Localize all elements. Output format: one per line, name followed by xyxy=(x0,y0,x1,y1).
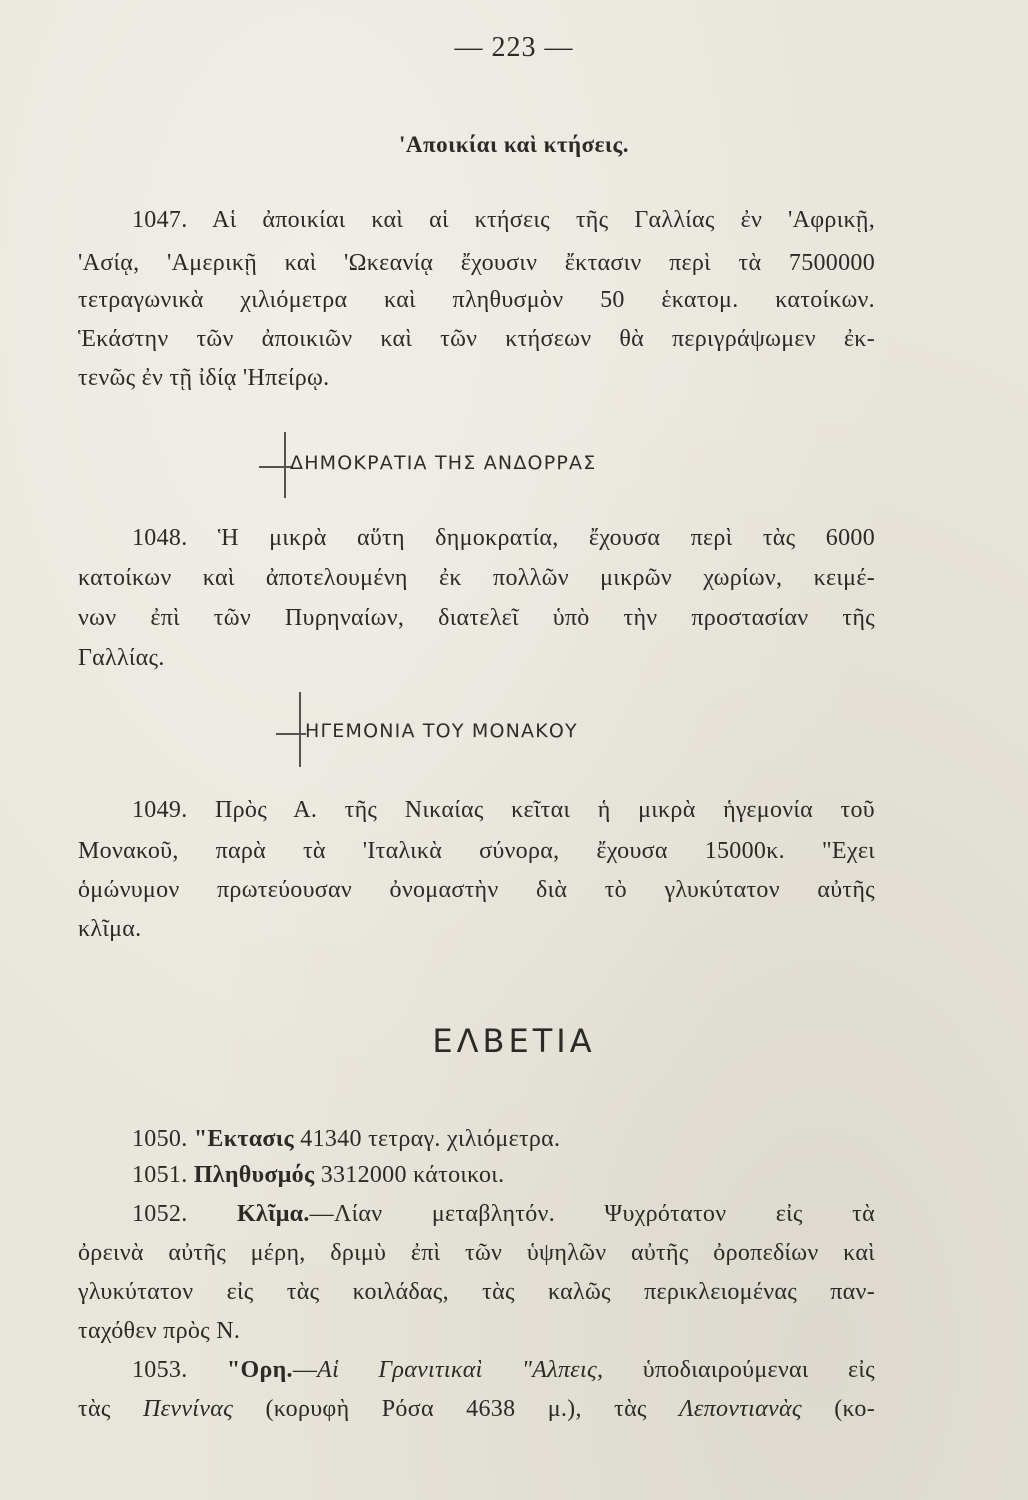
entry-text: (κο- xyxy=(834,1396,876,1422)
cross-mark-vertical xyxy=(284,432,286,498)
entry-italic-term: Λεποντιανὰς xyxy=(679,1396,802,1422)
entry-1052-line: ὀρεινὰ αὐτῆς μέρη, δριμὺ ἐπὶ τῶν ὑψηλῶν αὐτῆς ὀροπεδίων καὶ xyxy=(78,1240,875,1266)
entry-1052-line: ταχόθεν πρὸς Ν. xyxy=(78,1318,241,1344)
entry-number: 1051. xyxy=(132,1162,188,1188)
entry-label-mountains: "Ορη. xyxy=(226,1357,293,1383)
entry-label-climate: Κλῖμα. xyxy=(236,1201,310,1227)
paragraph-1047-line: Ἑκάστην τῶν ἀποικιῶν καὶ τῶν κτήσεων θὰ περιγράψωμεν ἐκ- xyxy=(78,326,875,352)
paragraph-1049-line: ὁμώνυμον πρωτεύουσαν ὀνομαστὴν διὰ τὸ γλυκύτατον αὐτῆς xyxy=(78,877,875,903)
section-title: 'Αποικίαι καὶ κτήσεις. xyxy=(398,132,630,157)
entry-italic-term: Πεννίνας xyxy=(142,1396,234,1422)
entry-text: (κορυφὴ Ρόσα 4638 μ.), τὰς xyxy=(265,1396,647,1422)
page-number: — 223 — xyxy=(454,32,574,63)
entry-1052-line: γλυκύτατον εἰς τὰς κοιλάδας, τὰς καλῶς περικλειομένας παν- xyxy=(78,1279,875,1305)
entry-label-area: "Εκτασις xyxy=(193,1126,294,1152)
paragraph-1049-line: κλῖμα. xyxy=(78,916,142,942)
entry-dash: — xyxy=(292,1357,318,1383)
entry-text: 41340 τετραγ. χιλιόμετρα. xyxy=(300,1126,561,1152)
entry-1050 xyxy=(132,1124,875,1154)
entry-1052-line xyxy=(132,1199,875,1229)
monaco-heading: ΗΓΕΜΟΝΙΑ ΤΟΥ ΜΟΝΑΚΟΥ xyxy=(305,720,578,742)
entry-number: 1052. xyxy=(132,1201,188,1227)
paragraph-1047-line: 1047. Αἱ ἀποικίαι καὶ αἱ κτήσεις τῆς Γαλλίας ἐν 'Αφρικῇ, xyxy=(132,207,875,233)
entry-italic-term: Αἱ Γρανιτικαὶ "Αλπεις, xyxy=(317,1357,604,1383)
entry-1053-line xyxy=(78,1394,875,1424)
paragraph-1049-line: 1049. Πρὸς Α. τῆς Νικαίας κεῖται ἡ μικρὰ ἡγεμονία τοῦ xyxy=(132,797,875,823)
paragraph-1047-line: τενῶς ἐν τῇ ἰδίᾳ 'Ηπείρῳ. xyxy=(78,365,330,391)
cross-mark-vertical xyxy=(299,692,301,767)
entry-text: τὰς xyxy=(78,1396,111,1422)
entry-1051 xyxy=(132,1160,875,1190)
paragraph-1048-line: κατοίκων καὶ ἀποτελουμένη ἐκ πολλῶν μικρῶν χωρίων, κειμέ- xyxy=(78,565,875,591)
andorra-heading: ΔΗΜΟΚΡΑΤΙΑ ΤΗΣ ΑΝΔΟΡΡΑΣ xyxy=(290,452,597,474)
paragraph-1047-line: 'Ασίᾳ, 'Αμερικῇ καὶ 'Ωκεανίᾳ ἔχουσιν ἔκτασιν περὶ τὰ 7500000 xyxy=(78,250,875,276)
entry-text: ὑποδιαιρούμεναι εἰς xyxy=(642,1357,875,1383)
cross-mark-horizontal xyxy=(259,466,293,468)
entry-text: 3312000 κάτοικοι. xyxy=(320,1162,505,1188)
entry-1053-line xyxy=(132,1355,875,1385)
paragraph-1049-line: Μονακοῦ, παρὰ τὰ 'Ιταλικὰ σύνορα, ἔχουσα 15000κ. "Εχει xyxy=(78,838,875,864)
paragraph-1048-line: νων ἐπὶ τῶν Πυρηναίων, διατελεῖ ὑπὸ τὴν προστασίαν τῆς xyxy=(78,605,875,631)
paragraph-1048-line: Γαλλίας. xyxy=(78,645,165,671)
cross-mark-horizontal xyxy=(276,733,306,735)
entry-number: 1050. xyxy=(132,1126,188,1152)
entry-label-population: Πληθυσμός xyxy=(193,1162,315,1188)
country-heading-switzerland: ΕΛΒΕΤΙΑ xyxy=(432,1022,596,1060)
entry-text: —Λίαν μεταβλητόν. Ψυχρότατον εἰς τὰ xyxy=(309,1201,875,1227)
entry-number: 1053. xyxy=(132,1357,188,1383)
paragraph-1047-line: τετραγωνικὰ χιλιόμετρα καὶ πληθυσμὸν 50 ἑκατομ. κατοίκων. xyxy=(78,287,875,313)
paragraph-1048-line: 1048. Ἡ μικρὰ αὕτη δημοκρατία, ἔχουσα περὶ τὰς 6000 xyxy=(132,525,875,551)
